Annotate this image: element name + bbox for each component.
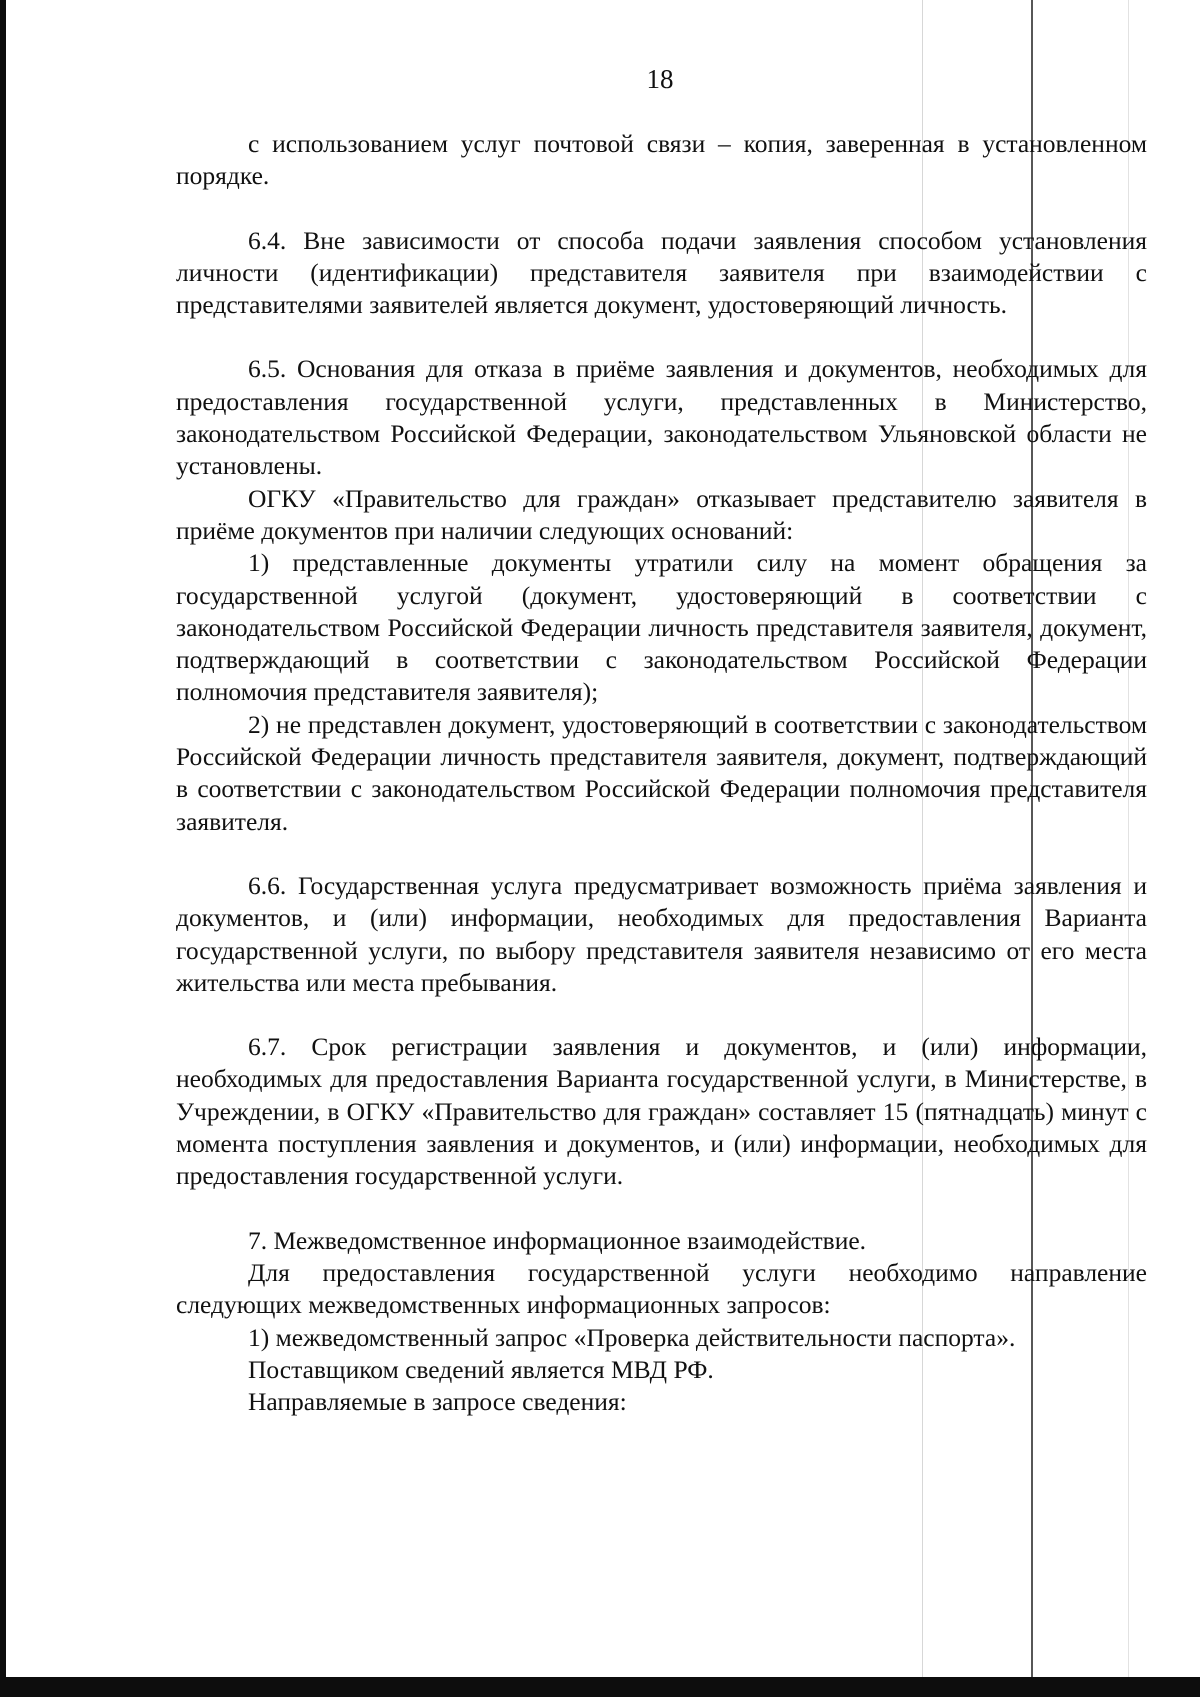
section-heading: 7. Межведомственное информационное взаимодействие. <box>248 1225 867 1255</box>
list-item: 2) не представлен документ, удостоверяющий в соответствии с законодательством Российской Федерации личность представителя заявителя, документ, подтверждающий в соответствии с законодательством Российской Федерации полномочия представителя заявителя. <box>176 709 1147 836</box>
scan-border-left <box>0 0 6 1697</box>
page-number: 18 <box>646 64 674 94</box>
paragraph-gap <box>176 1193 1147 1225</box>
document-body <box>176 128 1147 1418</box>
paragraph: ОГКУ «Правительство для граждан» отказывает представителю заявителя в приёме документов при наличии следующих оснований: <box>176 483 1147 545</box>
list-item: 1) представленные документы утратили силу на момент обращения за государственной услугой (документ, удостоверяющий в соответствии с законодательством Российской Федерации личность представителя заявителя, документ, подтверждающий в соответствии с законодательством Российской Федерации полномочия представителя заявителя); <box>176 548 1147 707</box>
paragraph: 6.7. Срок регистрации заявления и документов, и (или) информации, необходимых для предоставления Варианта государственной услуги, в Министерстве, в Учреждении, в ОГКУ «Правительство для граждан» составляет 15 (пятнадцать) минут с момента поступления заявления и документов, и (или) информации, необходимых для предоставления государственной услуги. <box>176 1032 1147 1191</box>
list-item: 1) межведомственный запрос «Проверка действительности паспорта». <box>248 1322 1016 1352</box>
paragraph: Для предоставления государственной услуги необходимо направление следующих межведомственных информационных запросов: <box>176 1257 1147 1320</box>
paragraph-gap <box>176 838 1147 870</box>
paragraph-gap <box>176 321 1147 353</box>
paragraph-gap <box>176 193 1147 225</box>
scan-border-bottom <box>0 1677 1200 1697</box>
paragraph-gap <box>176 999 1147 1031</box>
paragraph: 6.6. Государственная услуга предусматривает возможность приёма заявления и документов, и (или) информации, необходимых для предоставления Варианта государственной услуги, по выбору представителя заявителя независимо от его места жительства или места пребывания. <box>176 870 1147 997</box>
paragraph: Поставщиком сведений является МВД РФ. <box>248 1354 714 1384</box>
paragraph: 6.4. Вне зависимости от способа подачи заявления способом установления личности (идентификации) представителя заявителя при взаимодействии с представителями заявителей является документ, удостоверяющий личность. <box>176 225 1147 320</box>
paragraph: 6.5. Основания для отказа в приёме заявления и документов, необходимых для предоставления государственной услуги, представленных в Министерство, законодательством Российской Федерации, законодательством Ульяновской области не установлены. <box>176 354 1147 481</box>
paragraph: с использованием услуг почтовой связи – копия, заверенная в установленном порядке. <box>176 129 1147 191</box>
paragraph: Направляемые в запросе сведения: <box>248 1387 627 1417</box>
